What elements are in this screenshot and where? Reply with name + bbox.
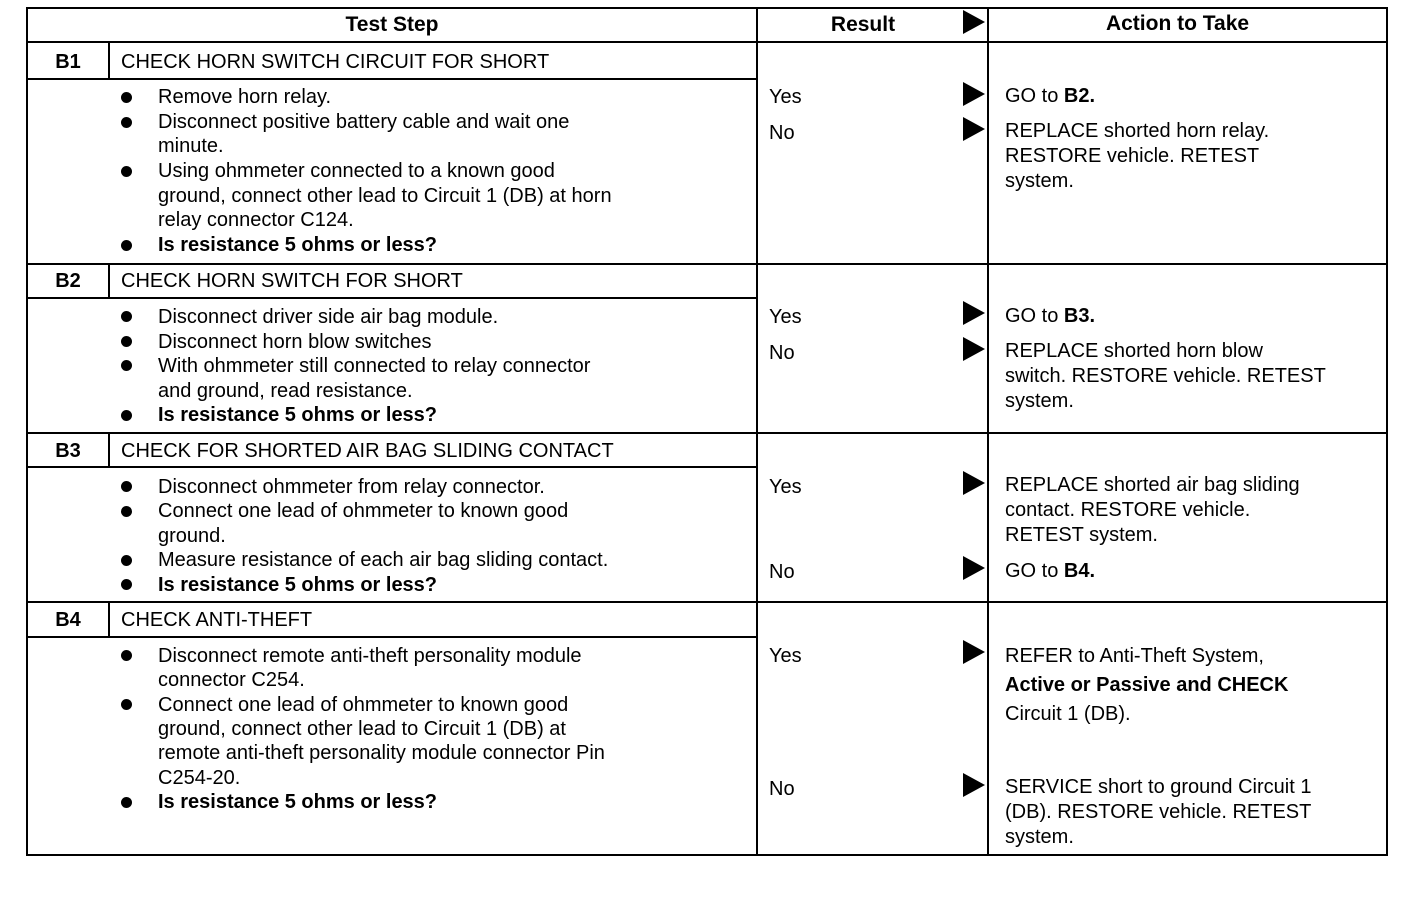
header-result: Result	[830, 13, 896, 36]
result-arrow-icon	[963, 337, 985, 361]
result-yes: Yes	[769, 645, 802, 667]
result-no: No	[769, 122, 795, 144]
action-text: GO to B2.	[1005, 85, 1096, 107]
header-arrow-icon	[963, 10, 985, 34]
bullet-icon	[121, 92, 132, 103]
bullet-icon	[121, 166, 132, 177]
step-separator	[26, 601, 1388, 603]
step-title-underline	[26, 466, 757, 468]
step-id: B3	[55, 440, 81, 462]
step-instruction: ground, connect other lead to Circuit 1 (DB) at	[158, 718, 566, 740]
bullet-icon	[121, 410, 132, 421]
step-title-underline	[26, 636, 757, 638]
result-yes: Yes	[769, 86, 802, 108]
step-question: Is resistance 5 ohms or less?	[158, 234, 438, 256]
step-title: CHECK HORN SWITCH FOR SHORT	[121, 270, 463, 292]
action-text: REPLACE shorted air bag sliding contact. RESTORE vehicle. RETEST system.	[1005, 474, 1300, 546]
step-instruction: Disconnect driver side air bag module.	[158, 306, 499, 328]
step-id-divider	[108, 43, 110, 79]
step-title-underline	[26, 297, 757, 299]
step-instruction: With ohmmeter still connected to relay connector	[158, 355, 591, 377]
bullet-icon	[121, 650, 132, 661]
step-instruction: relay connector C124.	[158, 209, 354, 231]
result-no: No	[769, 342, 795, 364]
step-id-divider	[108, 602, 110, 637]
result-yes: Yes	[769, 476, 802, 498]
step-instruction: ground.	[158, 525, 226, 547]
result-no: No	[769, 561, 795, 583]
bullet-icon	[121, 579, 132, 590]
action-text: REFER to Anti-Theft System, Active or Passive and CHECK Circuit 1 (DB).	[1005, 645, 1289, 725]
step-id: B4	[55, 609, 81, 631]
step-id-divider	[108, 433, 110, 467]
step-instruction: connector C254.	[158, 669, 305, 691]
step-instruction: Disconnect ohmmeter from relay connector.	[158, 476, 545, 498]
action-text: SERVICE short to ground Circuit 1 (DB). RESTORE vehicle. RETEST system.	[1005, 776, 1312, 848]
step-title: CHECK HORN SWITCH CIRCUIT FOR SHORT	[121, 51, 550, 73]
step-instruction: C254-20.	[158, 767, 241, 789]
result-arrow-icon	[963, 82, 985, 106]
result-arrow-icon	[963, 640, 985, 664]
header-action: Action to Take	[1105, 12, 1250, 35]
step-reference: B2.	[1063, 85, 1096, 107]
step-instruction: remote anti-theft personality module connector Pin	[158, 742, 605, 764]
step-id: B2	[55, 270, 81, 292]
step-title: CHECK ANTI-THEFT	[121, 609, 313, 631]
step-instruction: Disconnect remote anti-theft personality module	[158, 645, 582, 667]
bullet-icon	[121, 240, 132, 251]
step-instruction: Remove horn relay.	[158, 86, 332, 108]
result-arrow-icon	[963, 301, 985, 325]
step-instruction: Connect one lead of ohmmeter to known good	[158, 694, 569, 716]
result-no: No	[769, 778, 795, 800]
step-title-underline	[26, 78, 757, 80]
bullet-icon	[121, 117, 132, 128]
bullet-icon	[121, 555, 132, 566]
table-border-bottom	[26, 854, 1388, 856]
bullet-icon	[121, 336, 132, 347]
bullet-icon	[121, 360, 132, 371]
action-text: REPLACE shorted horn blow switch. RESTORE vehicle. RETEST system.	[1005, 340, 1326, 412]
bullet-icon	[121, 481, 132, 492]
result-yes: Yes	[769, 306, 802, 328]
step-id: B1	[55, 51, 81, 73]
step-id-divider	[108, 264, 110, 298]
step-instruction: Measure resistance of each air bag sliding contact.	[158, 549, 609, 571]
step-reference: B3.	[1063, 305, 1096, 327]
step-separator	[26, 263, 1388, 265]
step-separator	[26, 432, 1388, 434]
step-instruction: Connect one lead of ohmmeter to known good	[158, 500, 569, 522]
result-arrow-icon	[963, 117, 985, 141]
result-arrow-icon	[963, 773, 985, 797]
bullet-icon	[121, 699, 132, 710]
result-arrow-icon	[963, 471, 985, 495]
step-instruction: Disconnect positive battery cable and wait one	[158, 111, 570, 133]
header-test-step: Test Step	[345, 13, 439, 36]
step-instruction: Using ohmmeter connected to a known good	[158, 160, 555, 182]
result-arrow-icon	[963, 556, 985, 580]
bullet-icon	[121, 797, 132, 808]
step-question: Is resistance 5 ohms or less?	[158, 404, 438, 426]
action-text: REPLACE shorted horn relay. RESTORE vehicle. RETEST system.	[1005, 120, 1270, 192]
step-instruction: Disconnect horn blow switches	[158, 331, 432, 353]
step-title: CHECK FOR SHORTED AIR BAG SLIDING CONTACT	[121, 440, 614, 462]
bullet-icon	[121, 506, 132, 517]
header-divider	[26, 41, 1388, 43]
action-text: GO to B3.	[1005, 305, 1096, 327]
step-instruction: minute.	[158, 135, 224, 157]
bullet-icon	[121, 311, 132, 322]
step-reference: B4.	[1063, 560, 1096, 582]
table-border-top	[26, 7, 1388, 9]
step-question: Is resistance 5 ohms or less?	[158, 791, 438, 813]
step-instruction: ground, connect other lead to Circuit 1 (DB) at horn	[158, 185, 612, 207]
step-instruction: and ground, read resistance.	[158, 380, 413, 402]
step-question: Is resistance 5 ohms or less?	[158, 574, 438, 596]
action-text: GO to B4.	[1005, 560, 1096, 582]
